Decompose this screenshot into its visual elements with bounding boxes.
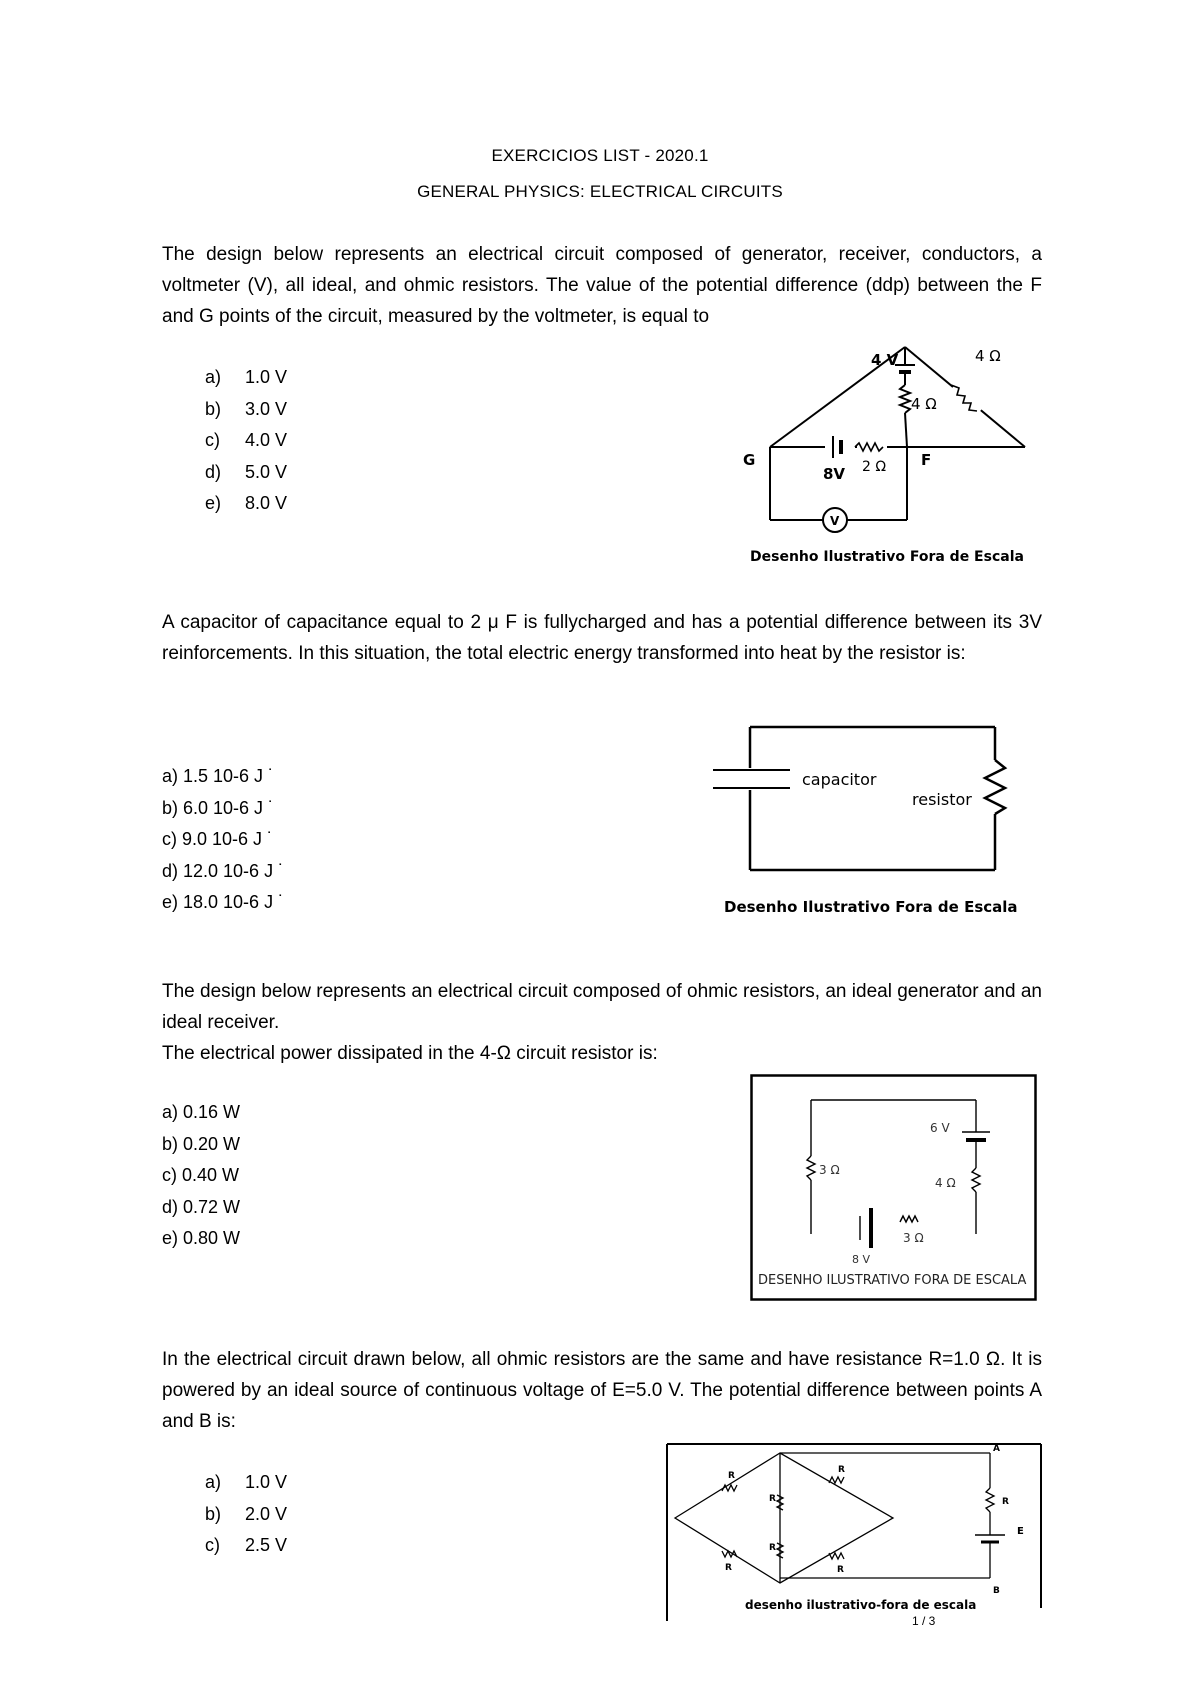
label-resistor: resistor [912,790,972,809]
page-number: 1 / 3 [912,1614,936,1628]
question-2-text: A capacitor of capacitance equal to 2 μ F is fullycharged and has a potential difference between its 3V reinforcements. In this situation, the total electric energy transformed into heat by the resistor is: [162,612,1042,664]
question-3-option-c: c) 0.40 W [162,1165,240,1185]
label-r-4: R [769,1543,776,1553]
question-3-option-e: e) 0.80 W [162,1228,241,1248]
label-4v: 4 V [871,351,899,369]
question-3-question: The electrical power dissipated in the 4-Ω circuit resistor is: [162,1043,658,1064]
question-1-option-c: c) 4.0 V [205,430,288,450]
question-1-text: The design below represents an electrical circuit composed of generator, receiver, conductors, a voltmeter (V), all ideal, and ohmic resistors. The value of the potential difference (ddp) between the F and G points of the circuit, measured by the voltmeter, is equal to [162,244,1042,327]
question-2-option-b: b) 6.0 10-6 J ˙ [162,797,275,818]
label-b: B [993,1586,1000,1596]
label-4ohm: 4 Ω [935,1176,956,1190]
question-3-option-b: b) 0.20 W [162,1133,241,1154]
label-6v: 6 V [930,1121,950,1135]
figure-1-caption: Desenho Ilustrativo Fora de Escala [750,549,1024,565]
question-4-option-b: b) 2.0 V [205,1503,288,1524]
label-r-6: R [837,1565,844,1575]
question-4-text: In the electrical circuit drawn below, all ohmic resistors are the same and have resistance R=1.0 Ω. It is powered by an ideal source of continuous voltage of E=5.0 V. The potential difference between points A and B is: [162,1349,1042,1432]
label-4ohm-top: 4 Ω [975,347,1001,365]
figure-2-caption: Desenho Ilustrativo Fora de Escala [724,898,1018,916]
label-3ohm-bottom: 3 Ω [903,1231,924,1245]
question-1-option-a: a) 1.0 V [205,367,288,387]
label-r-5: R [725,1563,732,1573]
question-1-circuit-figure [735,335,1035,575]
label-capacitor: capacitor [802,770,877,789]
label-r-2: R [769,1494,776,1504]
document-subtitle: GENERAL PHYSICS: ELECTRICAL CIRCUITS [417,182,783,201]
label-g: G [743,451,756,469]
question-2-option-e: e) 18.0 10-6 J ˙ [162,892,285,912]
label-r-1: R [728,1471,735,1481]
voltmeter-symbol: V [830,514,840,528]
question-1-options [205,362,287,520]
question-2-option-c: c) 9.0 10-6 J ˙ [162,829,274,849]
label-3ohm-left: 3 Ω [819,1163,840,1177]
question-2-options [162,761,284,919]
figure-4-caption: desenho ilustrativo-fora de escala [745,1598,977,1612]
label-4ohm-mid: 4 Ω [911,395,937,413]
question-1-option-b: b) 3.0 V [205,398,288,419]
question-3-text: The design below represents an electrical circuit composed of ohmic resistors, an ideal generator and an ideal receiver. [162,981,1042,1033]
question-3-option-a: a) 0.16 W [162,1102,241,1122]
question-3-options [162,1097,240,1255]
label-2ohm: 2 Ω [862,459,887,475]
label-e: E [1017,1526,1024,1537]
question-4-options [205,1467,287,1562]
label-r-7: R [1002,1497,1009,1507]
question-1-option-d: d) 5.0 V [205,461,288,482]
label-8v: 8V [823,465,846,483]
label-8v: 8 V [852,1253,871,1266]
question-1-option-e: e) 8.0 V [205,493,288,513]
question-2-option-a: a) 1.5 10-6 J ˙ [162,766,275,786]
question-3-circuit-figure [750,1074,1038,1302]
figure-3-caption: DESENHO ILUSTRATIVO FORA DE ESCALA [758,1273,1027,1288]
question-4-option-a: a) 1.0 V [205,1472,288,1492]
question-2-circuit-figure [710,720,1030,920]
label-f: F [921,451,932,469]
question-3-option-d: d) 0.72 W [162,1196,241,1217]
question-2-option-d: d) 12.0 10-6 J ˙ [162,860,285,881]
label-r-3: R [838,1465,845,1475]
label-a: A [993,1444,1000,1454]
question-4-circuit-figure [665,1443,1045,1621]
document-title: EXERCICIOS LIST - 2020.1 [491,146,709,165]
question-4-option-c: c) 2.5 V [205,1535,288,1555]
